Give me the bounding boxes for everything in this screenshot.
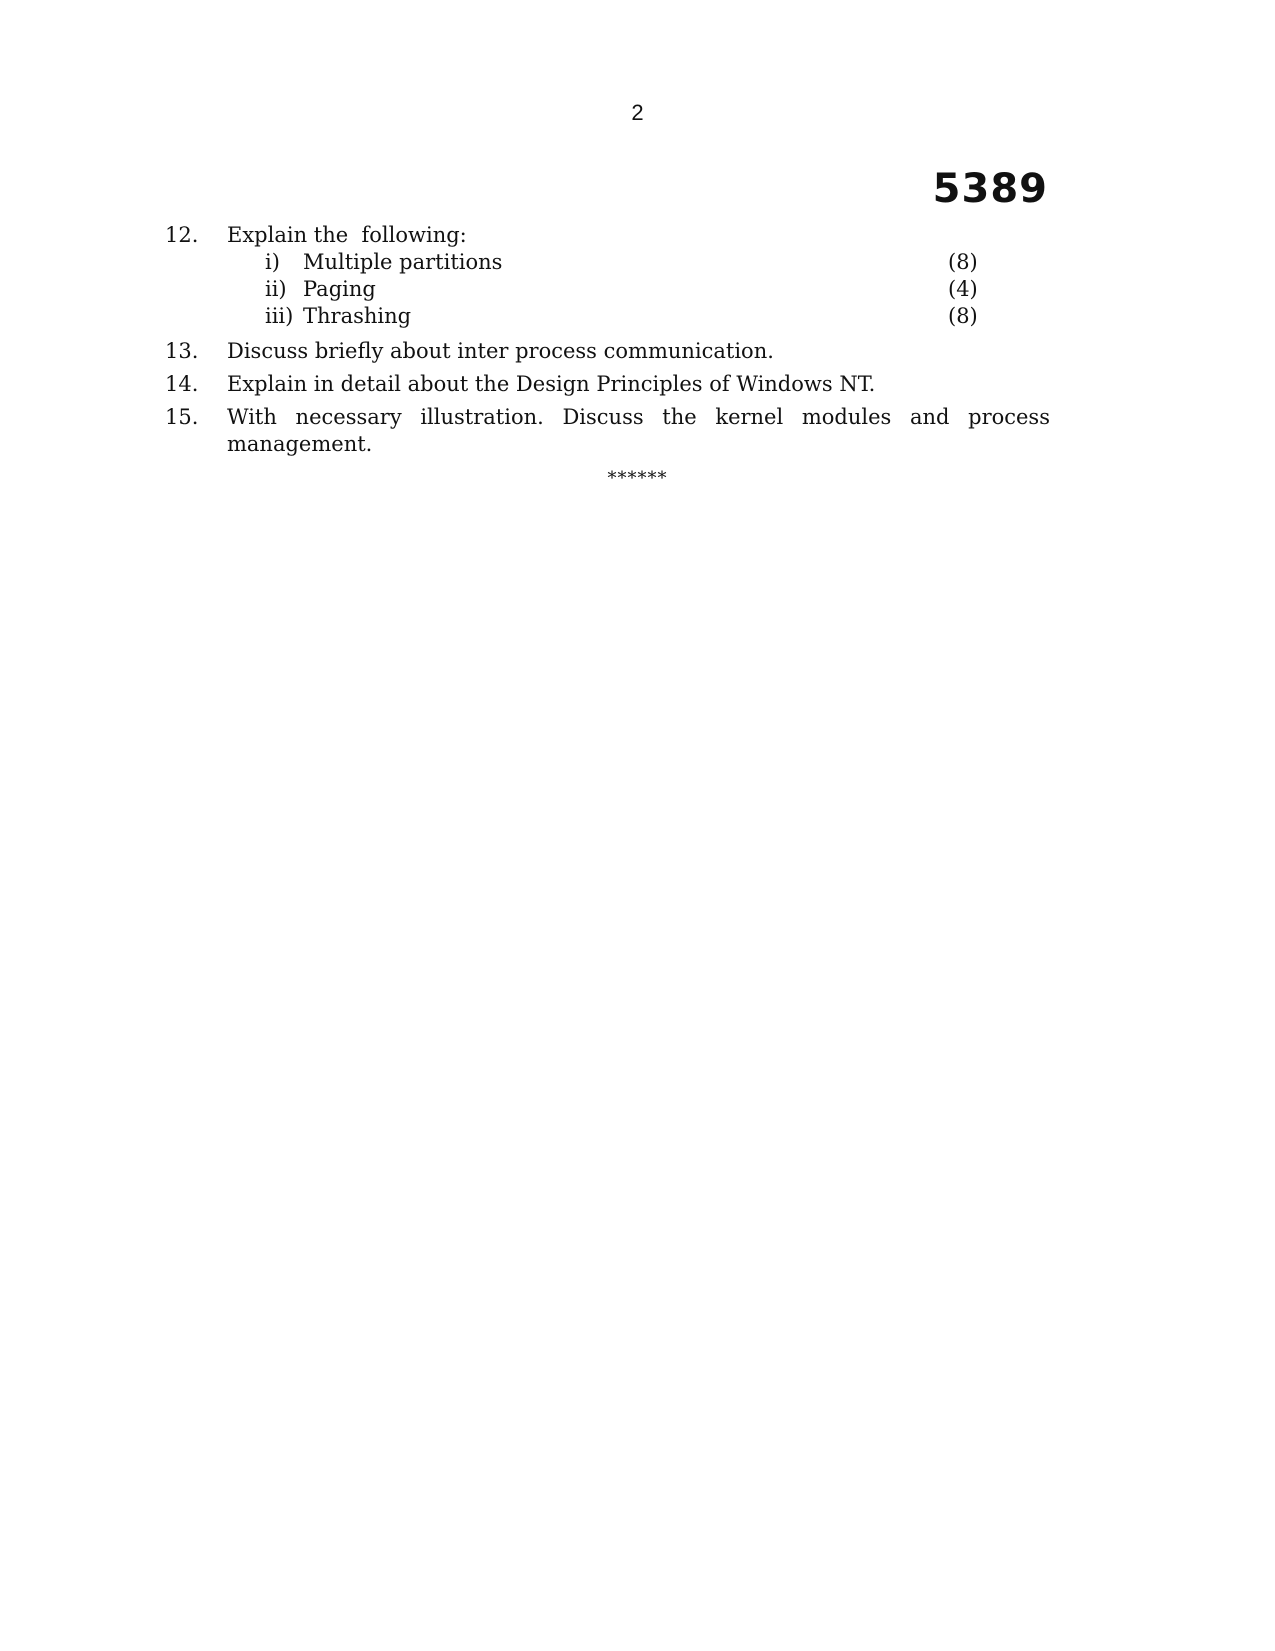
subpart-number: ii) <box>265 277 287 301</box>
question-text: With necessary illustration. Discuss the kernel modules and process management. <box>227 405 1050 456</box>
subpart-text: Paging <box>303 277 376 301</box>
subpart-number: i) <box>265 250 280 274</box>
subpart-text: Thrashing <box>303 304 412 328</box>
question-number: 14. <box>165 372 199 396</box>
question-list <box>165 222 1050 464</box>
subpart-item <box>265 276 1050 303</box>
page-number: 2 <box>631 100 644 125</box>
subpart-marks: (8) <box>948 250 978 274</box>
question-14 <box>165 371 1050 398</box>
question-15 <box>165 404 1050 458</box>
question-number: 12. <box>165 223 199 247</box>
subpart-marks: (4) <box>948 277 978 301</box>
subpart-item <box>265 303 1050 330</box>
subpart-list <box>265 249 1050 330</box>
question-13 <box>165 338 1050 365</box>
paper-code: 5389 <box>932 166 1048 212</box>
end-of-paper-mark: ****** <box>607 468 668 489</box>
subpart-marks: (8) <box>948 304 978 328</box>
subpart-item <box>265 249 1050 276</box>
question-text: Explain the following: <box>227 223 467 247</box>
subpart-text: Multiple partitions <box>303 250 503 274</box>
question-number: 15. <box>165 405 199 429</box>
question-12 <box>165 222 1050 330</box>
question-text: Discuss briefly about inter process communication. <box>227 339 774 363</box>
subpart-number: iii) <box>265 304 294 328</box>
question-text: Explain in detail about the Design Principles of Windows NT. <box>227 372 876 396</box>
question-number: 13. <box>165 339 199 363</box>
